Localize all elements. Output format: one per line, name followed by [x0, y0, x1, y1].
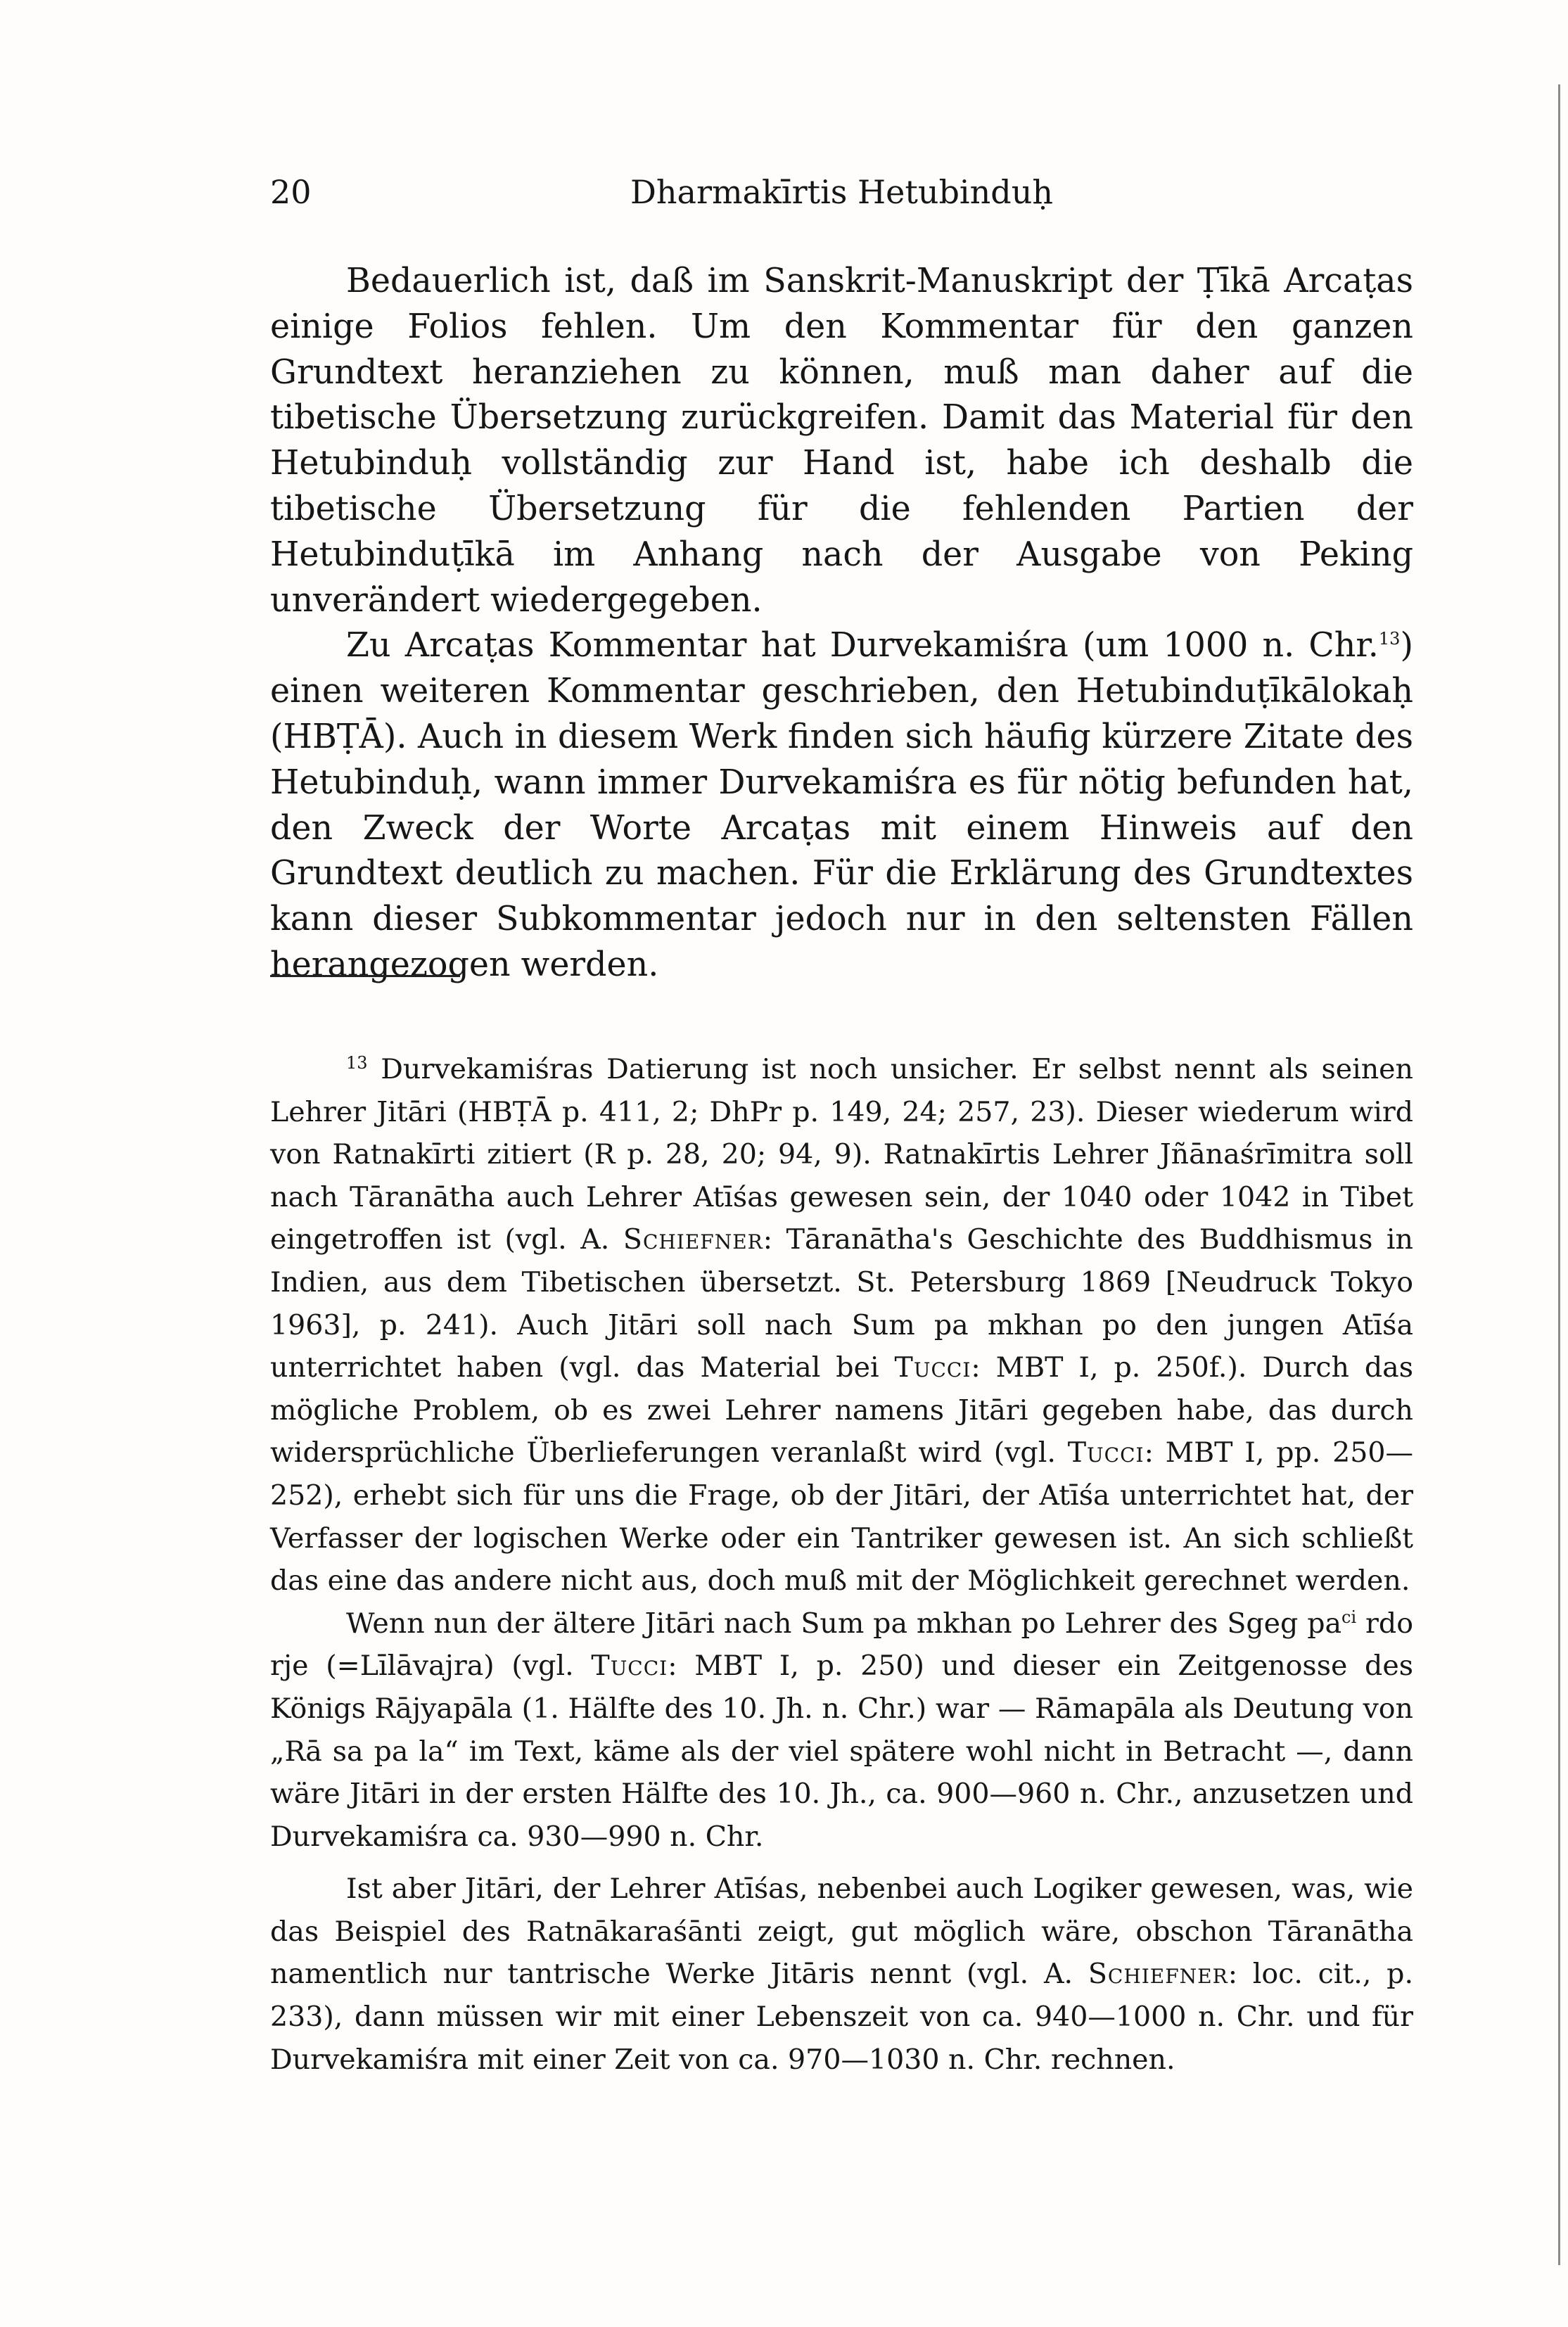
footnote-reference-13[interactable]: 13: [1378, 629, 1401, 649]
footnote-p2-a: Wenn nun der ältere Jitāri nach Sum pa mkhan po Lehrer des Sgeg pa: [346, 1607, 1342, 1640]
footnote-marker: 13: [346, 1052, 368, 1073]
footnote-p2-b: rdo rje (=Līlāvajra) (vgl.: [270, 1607, 1413, 1683]
author-tucci: Tucci: [894, 1351, 971, 1384]
footnote-text-a: Durvekamiśras Datierung ist noch unsicher. Er selbst nennt als seinen Lehrer Jitāri (HBṬĀ p. 411, 2; DhPr p. 149, 24; 257, 23). Dieser wiederum wird von Ratnakīrti zitiert (R p. 28, 20; 94, 9). Ratnakīrtis Lehrer Jñānaśrīmitra soll nach Tāranātha auch Lehrer Atīśas gewesen sein, der 1040 oder 1042 in Tibet eingetroffen ist (vgl. A.: [270, 1053, 1413, 1256]
footnote-p3-b: : loc. cit., p. 233), dann müssen wir mit einer Lebenszeit von ca. 940—1000 n. Chr. und für Durvekamiśra mit einer Zeit von ca. 970—1030 n. Chr. rechnen.: [270, 1958, 1414, 2076]
footnote-text-c: : MBT I, p. 250f.). Durch das mögliche Problem, ob es zwei Lehrer namens Jitāri gegeben habe, das durch widersprüchliche Überlieferungen veranlaßt wird (vgl.: [270, 1351, 1413, 1469]
footnote-p3-a: Ist aber Jitāri, der Lehrer Atīśas, nebenbei auch Logiker gewesen, was, wie das Beispiel des Ratnākaraśānti zeigt, gut möglich wäre, obschon Tāranātha namentlich nur tantrische Werke Jitāris nennt (vgl. A.: [270, 1873, 1413, 1991]
footnote-13: [270, 1048, 1413, 1602]
page-number: 20: [270, 173, 312, 211]
paragraph-2-part-b: ) einen weiteren Kommentar geschrieben, den Hetubinduṭīkālokaḥ (HBṬĀ). Auch in diesem Werk finden sich häufig kürzere Zitate des Hetubinduḥ, wann immer Durvekamiśra es für nötig befunden hat, den Zweck der Worte Arcaṭas mit einem Hinweis auf den Grundtext deutlich zu machen. Für die Erklärung des Grundtextes kann dieser Subkommentar jedoch nur in den seltensten Fällen herangezogen werden.: [270, 626, 1413, 984]
scan-edge-line: [1558, 84, 1560, 2265]
paragraph-2: [270, 623, 1413, 988]
footnote-paragraph-2: [270, 1602, 1413, 1859]
author-schiefner-2: Schiefner: [1088, 1958, 1228, 1991]
footnote-p2-c: : MBT I, p. 250) und dieser ein Zeitgenosse des Königs Rājyapāla (1. Hälfte des 10. Jh. n. Chr.) war — Rāmapāla als Deutung von „Rā sa pa la“ im Text, käme als der viel spätere wohl nicht in Betracht —, dann wäre Jitāri in der ersten Hälfte des 10. Jh., ca. 900—960 n. Chr., anzusetzen und Durvekamiśra ca. 930—990 n. Chr.: [270, 1650, 1413, 1853]
footnote-paragraph-3: [270, 1868, 1413, 2081]
main-text: [270, 259, 1413, 988]
paragraph-2-part-a: Zu Arcaṭas Kommentar hat Durvekamiśra (um 1000 n. Chr.: [346, 626, 1379, 665]
paragraph-1: Bedauerlich ist, daß im Sanskrit-Manuskript der Ṭīkā Arcaṭas einige Folios fehlen. Um den Kommentar für den ganzen Grundtext heranziehen zu können, muß man daher auf die tibetische Übersetzung zurückgreifen. Damit das Material für den Hetubinduḥ vollständig zur Hand ist, habe ich deshalb die tibetische Übersetzung für die fehlenden Partien der Hetubinduṭīkā im Anhang nach der Ausgabe von Peking unverändert wiedergegeben.: [270, 262, 1413, 620]
author-tucci-3: Tucci: [591, 1650, 668, 1683]
page-header: [270, 163, 1413, 219]
footnote-text-d: : MBT I, pp. 250—252), erhebt sich für uns die Frage, ob der Jitāri, der Atīśa unterrichtet hat, der Verfasser der logischen Werke oder ein Tantriker gewesen ist. An sich schließt das eine das andere nicht aus, doch muß mit der Möglichkeit gerechnet werden.: [270, 1436, 1414, 1598]
footnote-text-b: : Tāranātha's Geschichte des Buddhismus in Indien, aus dem Tibetischen übersetzt. St. Petersburg 1869 [Neudruck Tokyo 1963], p. 241). Auch Jitāri soll nach Sum pa mkhan po den jungen Atīśa unterrichtet haben (vgl. das Material bei: [270, 1223, 1414, 1384]
running-title: Dharmakīrtis Hetubinduḥ: [630, 173, 1053, 211]
footnote-p2-sup: ci: [1341, 1607, 1357, 1627]
footnotes: [270, 1048, 1413, 2091]
author-schiefner: Schiefner: [623, 1223, 763, 1256]
author-tucci-2: Tucci: [1067, 1436, 1145, 1469]
footnote-separator: [270, 975, 460, 977]
